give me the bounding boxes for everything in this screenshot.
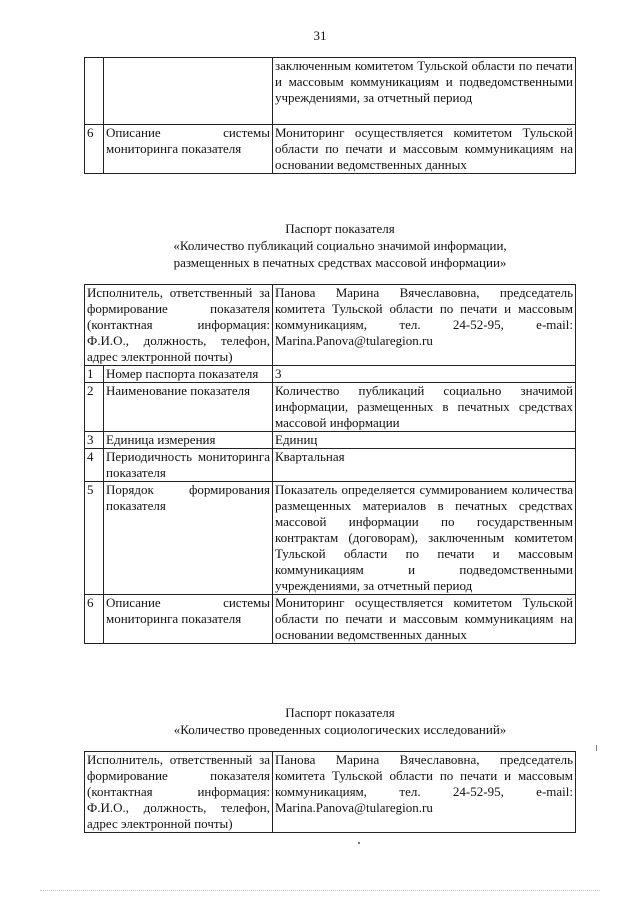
passport-heading: Паспорт показателя [285,705,395,720]
row-label-cell [104,58,273,125]
table-row [85,58,576,125]
executor-label-cell: Исполнитель, ответственный за формирование показателя (контактная информация: Ф.И.О., должность, телефон, адрес электронной почты) [85,752,273,833]
table-row [85,595,576,644]
page-number: 31 [313,28,327,43]
row-value-cell: заключенным комитетом Тульской области по печати и массовым коммуникациям и подведомственными учреждениями, за отчетный период [273,58,576,125]
table-row [85,752,576,833]
passport-2-title [60,220,620,271]
table-row [85,383,576,432]
passport-3-title [60,704,620,738]
continued-passport-table [84,57,576,174]
row-number-cell: 6 [85,595,104,644]
passport-3-table [84,751,576,833]
passport-heading: Паспорт показателя [285,221,395,236]
row-value-cell: Показатель определяется суммированием количества размещенных материалов в печатных средствах массовой информации по государственным контрактам (договорам), заключенным комитетом Тульской области по печати и массовым коммуникациям и подведомственными учреждениями, за отчетный период [273,482,576,595]
row-value-cell: Мониторинг осуществляется комитетом Тульской области по печати и массовым коммуникациям на основании ведомственных данных [273,595,576,644]
scan-artifact-line [40,890,600,891]
executor-label-cell: Исполнитель, ответственный за формирование показателя (контактная информация: Ф.И.О., должность, телефон, адрес электронной почты) [85,285,273,366]
table-row [85,482,576,595]
scan-speck [596,745,597,751]
row-value-cell: 3 [273,366,576,383]
table-row [85,366,576,383]
row-label-cell: Периодичность мониторинга показателя [104,449,273,482]
passport-subtitle-line-1: «Количество проведенных социологических исследований» [173,722,507,737]
row-number-cell: 2 [85,383,104,432]
table-row [85,125,576,174]
executor-value-cell: Панова Марина Вячеславовна, председатель комитета Тульской области по печати и массовым коммуникациям, тел. 24-52-95, e-mail: Marina.Panova@tularegion.ru [273,752,576,833]
row-value-cell: Единиц [273,432,576,449]
row-number-cell: 1 [85,366,104,383]
table-row [85,432,576,449]
executor-value-cell: Панова Марина Вячеславовна, председатель комитета Тульской области по печати и массовым коммуникациям, тел. 24-52-95, e-mail: Marina.Panova@tularegion.ru [273,285,576,366]
row-value-cell: Мониторинг осуществляется комитетом Тульской области по печати и массовым коммуникациям на основании ведомственных данных [273,125,576,174]
row-number-cell [85,58,104,125]
scan-speck [358,842,360,844]
row-number-cell: 3 [85,432,104,449]
row-label-cell: Наименование показателя [104,383,273,432]
row-value-cell: Количество публикаций социально значимой информации, размещенных в печатных средствах массовой информации [273,383,576,432]
row-value-cell: Квартальная [273,449,576,482]
row-label-cell: Порядок формирования показателя [104,482,273,595]
row-number-cell: 6 [85,125,104,174]
passport-2-table [84,284,576,644]
table-row [85,285,576,366]
row-label-cell: Описание системы мониторинга показателя [104,595,273,644]
row-number-cell: 5 [85,482,104,595]
row-label-cell: Номер паспорта показателя [104,366,273,383]
row-label-cell: Единица измерения [104,432,273,449]
row-number-cell: 4 [85,449,104,482]
row-label-cell: Описание системы мониторинга показателя [104,125,273,174]
passport-subtitle-line-1: «Количество публикаций социально значимой информации, [173,238,507,253]
table-row [85,449,576,482]
passport-subtitle-line-2: размещенных в печатных средствах массовой информации» [173,255,507,270]
